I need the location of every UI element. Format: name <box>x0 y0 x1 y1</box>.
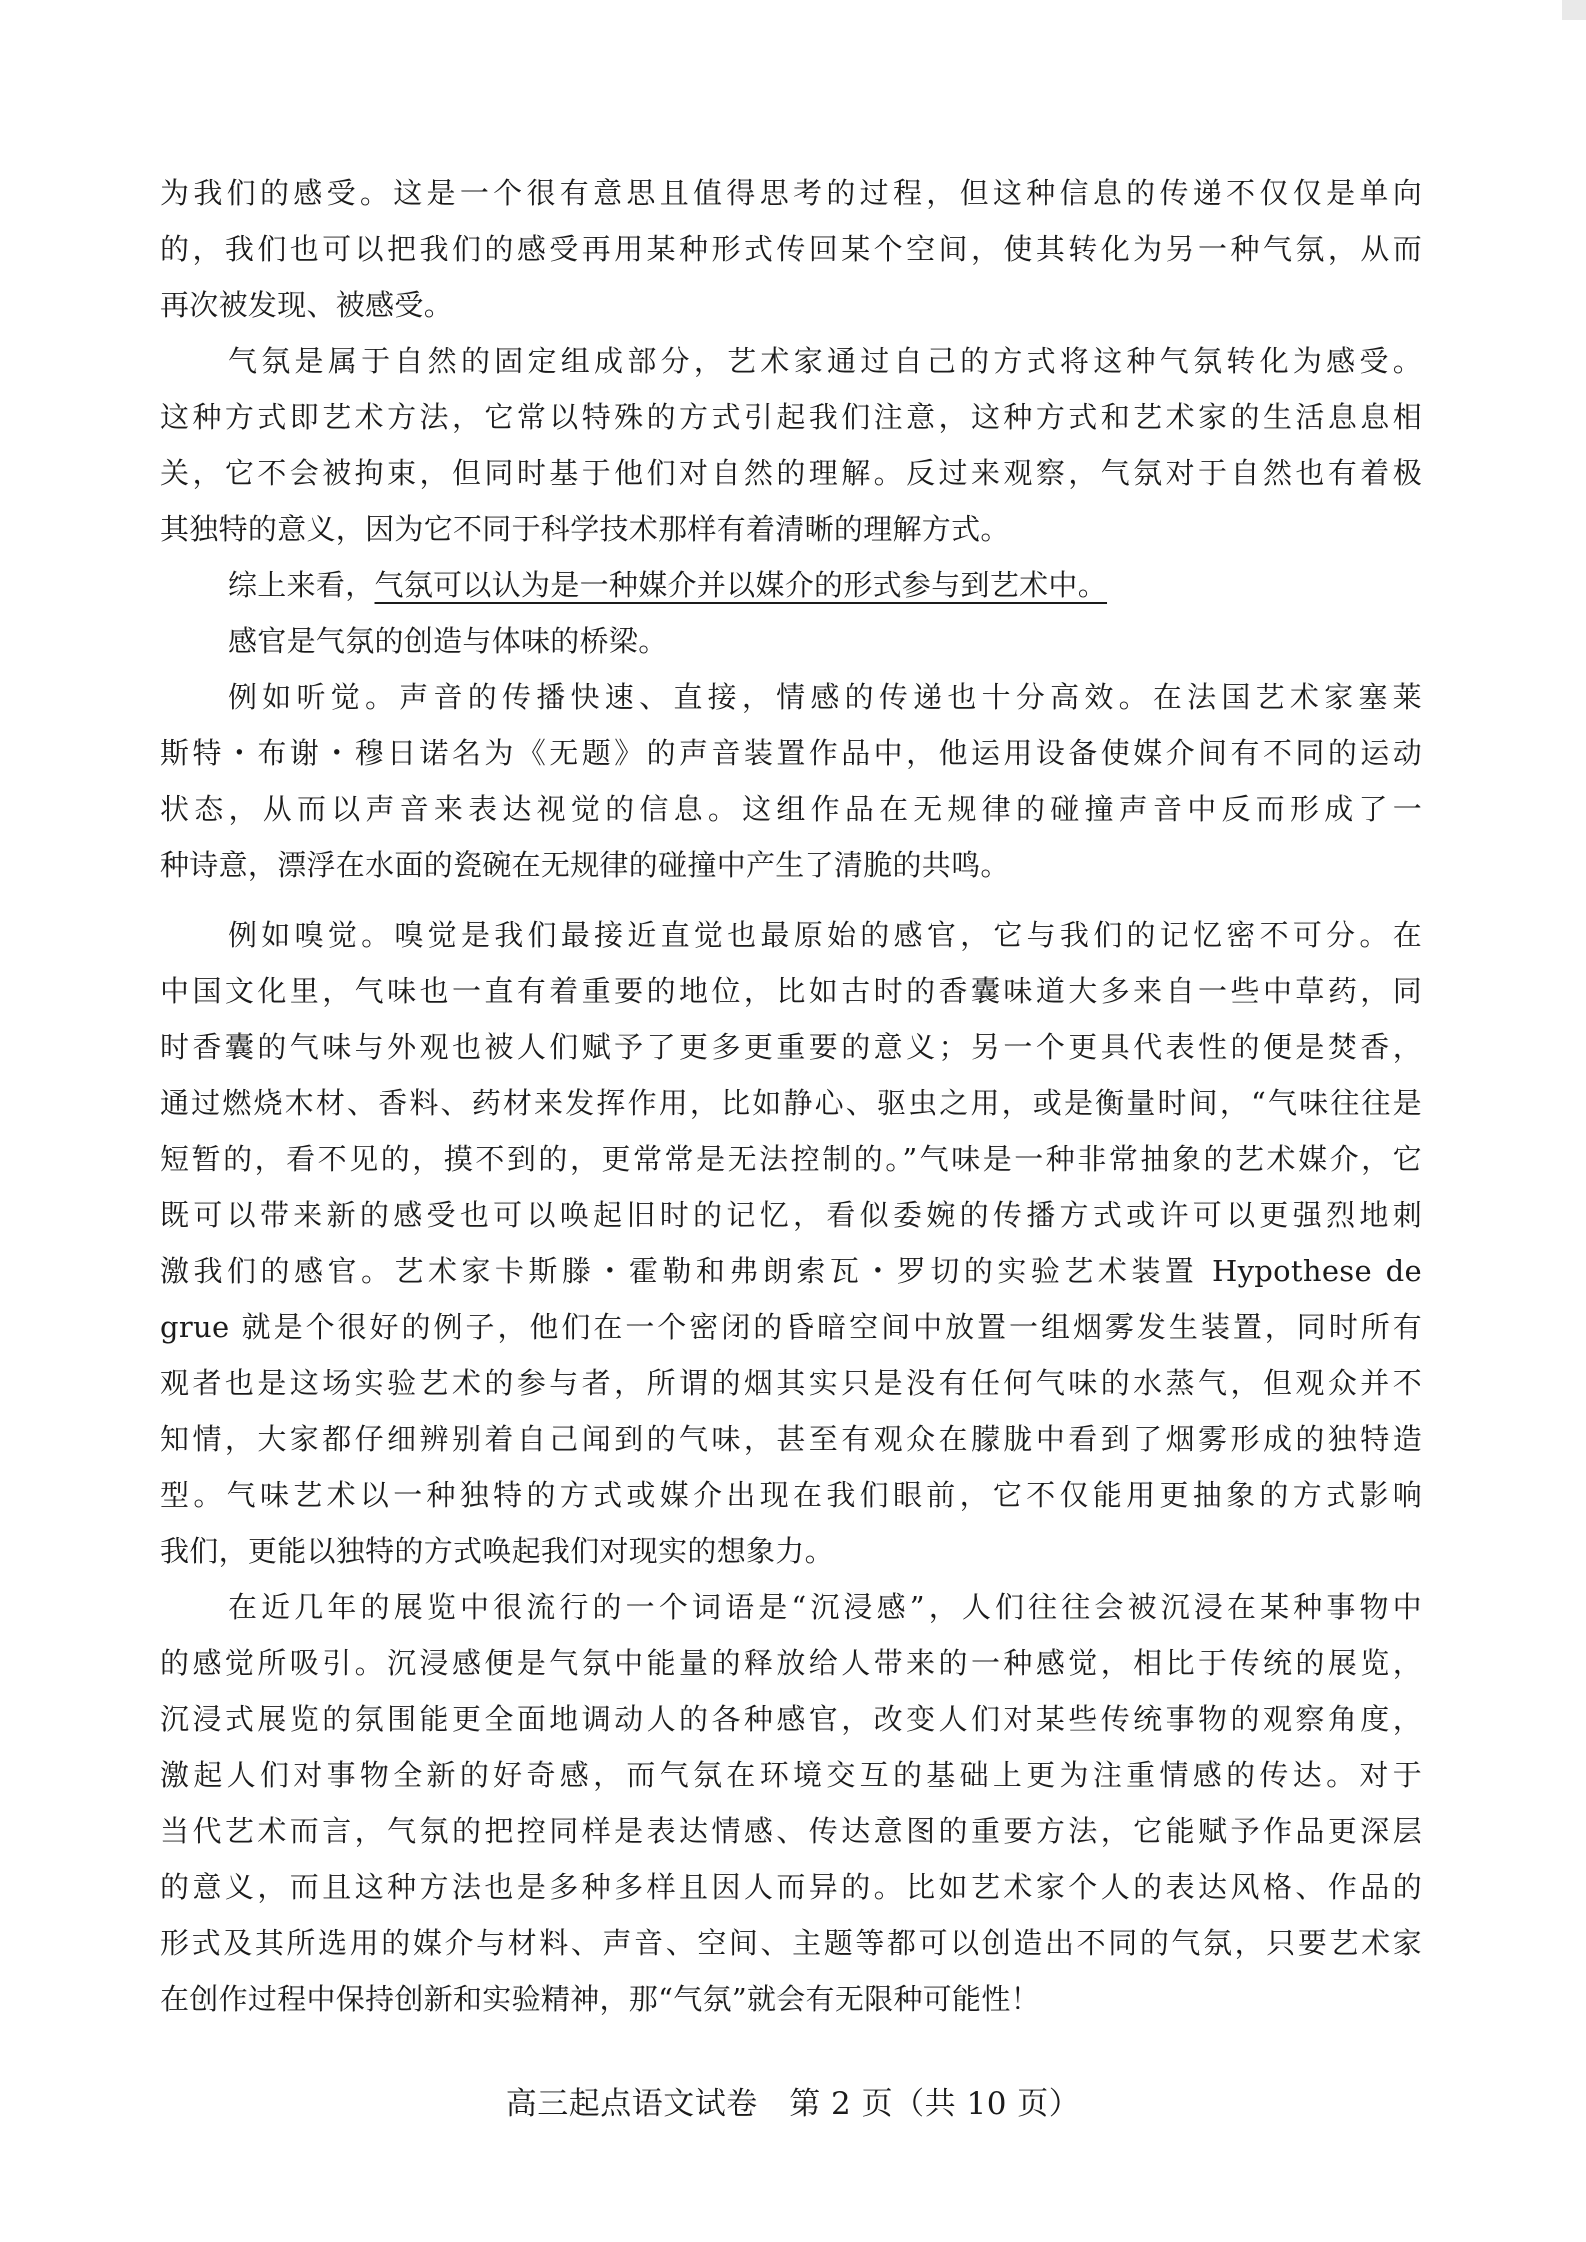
text-line: 形式及其所选用的媒介与材料、声音、空间、主题等都可以创造出不同的气氛，只要艺术家 <box>160 1926 1422 1960</box>
paragraph-3 <box>160 557 1422 613</box>
text-line: 时香囊的气味与外观也被人们赋予了更多更重要的意义；另一个更具代表性的便是焚香， <box>160 1030 1422 1064</box>
page-footer: 高三起点语文试卷 第 2 页（共 10 页） <box>505 2086 1081 2122</box>
text-line: 激起人们对事物全新的好奇感，而气氛在环境交互的基础上更为注重情感的传达。对于 <box>160 1758 1422 1792</box>
text-line: 中国文化里，气味也一直有着重要的地位，比如古时的香囊味道大多来自一些中草药，同 <box>160 974 1422 1008</box>
text-line: 型。气味艺术以一种独特的方式或媒介出现在我们眼前，它不仅能用更抽象的方式影响 <box>160 1478 1422 1512</box>
text-line <box>160 557 1422 613</box>
summary-prefix: 综上来看， <box>228 568 375 602</box>
text-line: 为我们的感受。这是一个很有意思且值得思考的过程，但这种信息的传递不仅仅是单向 <box>160 176 1422 210</box>
text-line: 的感觉所吸引。沉浸感便是气氛中能量的释放给人带来的一种感觉，相比于传统的展览， <box>160 1646 1422 1680</box>
text-line: 再次被发现、被感受。 <box>160 288 454 322</box>
paragraph-5 <box>160 669 1422 893</box>
document-body <box>160 165 1422 2027</box>
text-line: 短暂的，看不见的，摸不到的，更常常是无法控制的。”气味是一种非常抽象的艺术媒介，它 <box>160 1142 1422 1176</box>
paragraph-2 <box>160 333 1422 557</box>
text-line: 例如听觉。声音的传播快速、直接，情感的传递也十分高效。在法国艺术家塞莱 <box>228 680 1422 714</box>
text-line: 的意义，而且这种方法也是多种多样且因人而异的。比如艺术家个人的表达风格、作品的 <box>160 1870 1422 1904</box>
underlined-sentence: 气氛可以认为是一种媒介并以媒介的形式参与到艺术中。 <box>374 568 1108 602</box>
text-line: 当代艺术而言，气氛的把控同样是表达情感、传达意图的重要方法，它能赋予作品更深层 <box>160 1814 1422 1848</box>
text-line: 气氛是属于自然的固定组成部分，艺术家通过自己的方式将这种气氛转化为感受。 <box>228 344 1422 378</box>
paragraph-4 <box>160 613 1422 669</box>
text-line: 观者也是这场实验艺术的参与者，所谓的烟其实只是没有任何气味的水蒸气，但观众并不 <box>160 1366 1422 1400</box>
text-line: 例如嗅觉。嗅觉是我们最接近直觉也最原始的感官，它与我们的记忆密不可分。在 <box>228 918 1422 952</box>
text-line: 知情，大家都仔细辨别着自己闻到的气味，甚至有观众在朦胧中看到了烟雾形成的独特造 <box>160 1422 1422 1456</box>
paragraph-gap <box>160 893 1422 907</box>
text-line: 通过燃烧木材、香料、药材来发挥作用，比如静心、驱虫之用，或是衡量时间，“气味往往是 <box>160 1086 1422 1120</box>
text-line: 在近几年的展览中很流行的一个词语是“沉浸感”，人们往往会被沉浸在某种事物中 <box>228 1590 1422 1624</box>
paragraph-1 <box>160 165 1422 333</box>
paragraph-6 <box>160 907 1422 1579</box>
text-line: 斯特・布谢・穆日诺名为《无题》的声音装置作品中，他运用设备使媒介间有不同的运动 <box>160 736 1422 770</box>
text-line: 状态，从而以声音来表达视觉的信息。这组作品在无规律的碰撞声音中反而形成了一 <box>160 792 1422 826</box>
text-line: 激我们的感官。艺术家卡斯滕・霍勒和弗朗索瓦・罗切的实验艺术装置 Hypothese de <box>160 1254 1422 1288</box>
text-line: grue 就是个很好的例子，他们在一个密闭的昏暗空间中放置一组烟雾发生装置，同时所有 <box>160 1310 1422 1344</box>
text-line: 我们，更能以独特的方式唤起我们对现实的想象力。 <box>160 1534 834 1568</box>
scan-corner-mark <box>1562 0 1586 20</box>
paragraph-7 <box>160 1579 1422 2027</box>
text-line: 沉浸式展览的氛围能更全面地调动人的各种感官，改变人们对某些传统事物的观察角度， <box>160 1702 1422 1736</box>
text-line: 其独特的意义，因为它不同于科学技术那样有着清晰的理解方式。 <box>160 512 1010 546</box>
text-line: 感官是气氛的创造与体味的桥梁。 <box>228 624 668 658</box>
text-line: 这种方式即艺术方法，它常以特殊的方式引起我们注意，这种方式和艺术家的生活息息相 <box>160 400 1422 434</box>
text-line: 种诗意，漂浮在水面的瓷碗在无规律的碰撞中产生了清脆的共鸣。 <box>160 848 1010 882</box>
text-line: 关，它不会被拘束，但同时基于他们对自然的理解。反过来观察，气氛对于自然也有着极 <box>160 456 1422 490</box>
text-line: 的，我们也可以把我们的感受再用某种形式传回某个空间，使其转化为另一种气氛，从而 <box>160 232 1422 266</box>
text-line: 在创作过程中保持创新和实验精神，那“气氛”就会有无限种可能性！ <box>160 1982 1040 2016</box>
text-line: 既可以带来新的感受也可以唤起旧时的记忆，看似委婉的传播方式或许可以更强烈地刺 <box>160 1198 1422 1232</box>
